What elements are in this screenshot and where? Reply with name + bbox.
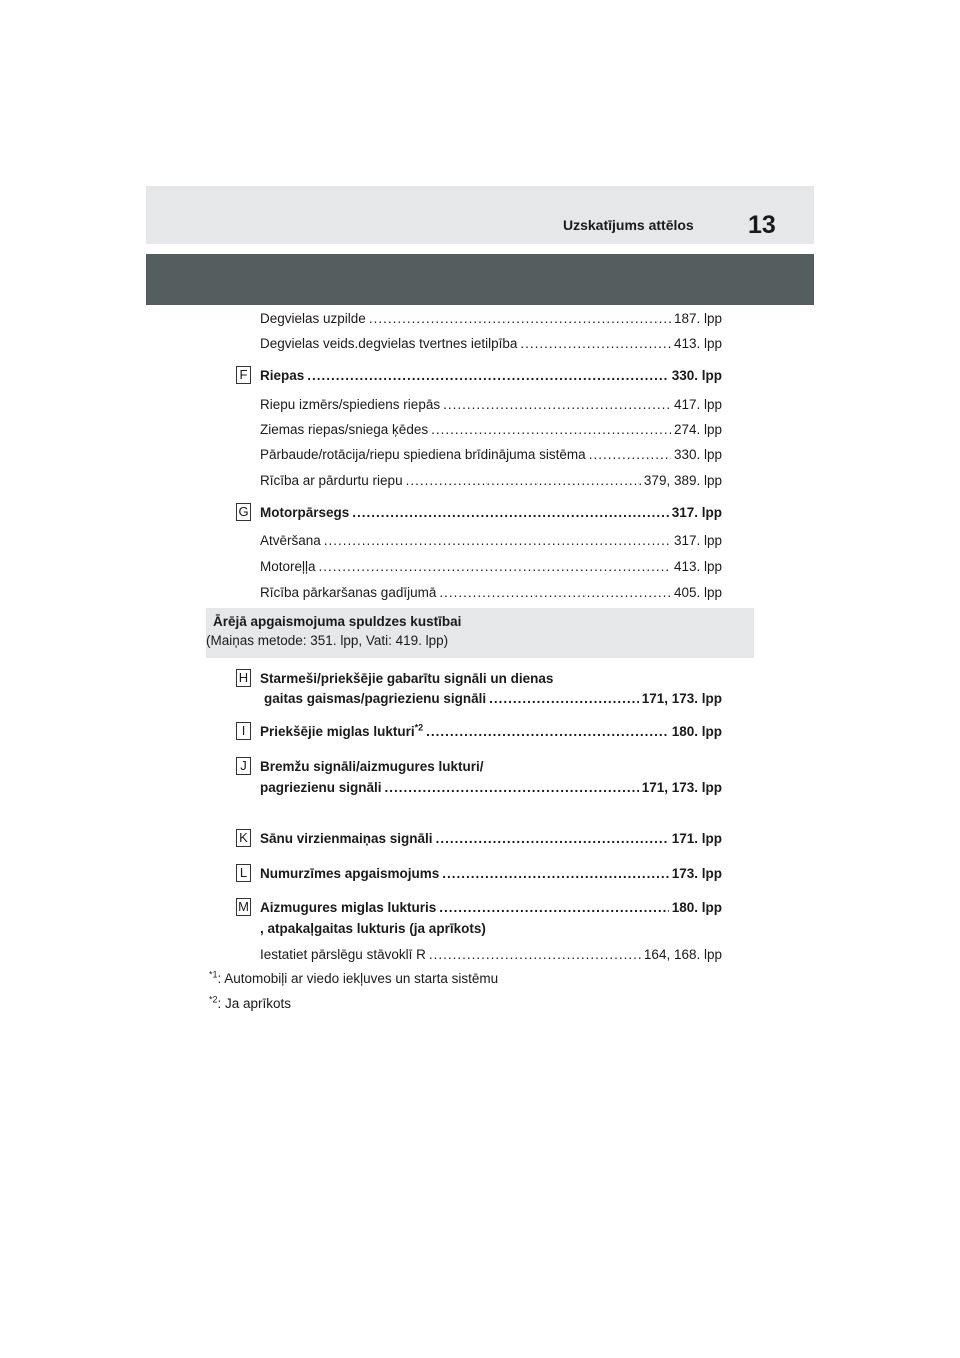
toc-heading-rear-fog — [260, 899, 722, 917]
entry-page: 171, 173. lpp — [641, 780, 722, 795]
footnote-text: : Automobiļi ar viedo iekļuves un starta sistēmu — [217, 971, 499, 986]
toc-entry — [260, 584, 722, 602]
toc-heading-brake-lights — [260, 779, 722, 797]
entry-label: Aizmugures miglas lukturis — [260, 900, 437, 915]
entry-label: Degvielas veids.degvielas tvertnes ietilpība — [260, 336, 518, 351]
leader-dots — [442, 865, 668, 883]
entry-page: 317. lpp — [673, 533, 722, 548]
entry-label: Sānu virzienmaiņas signāli — [260, 831, 433, 846]
leader-dots — [426, 723, 669, 741]
entry-page: 413. lpp — [673, 559, 722, 574]
leader-dots — [406, 472, 641, 490]
leader-dots — [520, 335, 671, 353]
toc-entry — [260, 421, 722, 439]
toc-entry — [260, 446, 722, 464]
entry-label: Rīcība pārkaršanas gadījumā — [260, 585, 437, 600]
entry-page: 187. lpp — [673, 311, 722, 326]
brake-lights-line1: Bremžu signāli/aizmugures lukturi/ — [260, 759, 484, 774]
leader-dots — [307, 367, 668, 385]
footnote-mark: *1 — [209, 969, 218, 980]
toc-entry — [260, 310, 722, 328]
entry-page: 171, 173. lpp — [641, 691, 722, 706]
entry-label: Pārbaude/rotācija/riepu spiediena brīdinājuma sistēma — [260, 447, 586, 462]
entry-label: Riepu izmērs/spiediens riepās — [260, 397, 441, 412]
toc-entry — [260, 335, 722, 353]
lights-info-title: Ārējā apgaismojuma spuldzes kustībai — [213, 614, 462, 629]
entry-page: 330. lpp — [673, 447, 722, 462]
section-badge-i: I — [236, 722, 251, 740]
toc-entry — [260, 946, 722, 964]
entry-label-text: Priekšējie miglas lukturi — [260, 724, 415, 739]
reverse-light-line: , atpakaļgaitas lukturis (ja aprīkots) — [260, 921, 486, 936]
entry-label: pagriezienu signāli — [260, 780, 382, 795]
leader-dots — [385, 779, 639, 797]
section-badge-h: H — [236, 669, 251, 687]
toc-heading-hood — [260, 504, 722, 522]
entry-page: 180. lpp — [671, 900, 722, 915]
entry-page: 173. lpp — [671, 866, 722, 881]
leader-dots — [436, 830, 669, 848]
section-badge-j: J — [236, 757, 251, 775]
toc-heading-headlights — [264, 690, 722, 708]
page-number: 13 — [748, 211, 776, 239]
footnote — [209, 995, 291, 1013]
footnote-mark: *2 — [414, 722, 424, 733]
footnote-text: : Ja aprīkots — [217, 996, 292, 1011]
entry-label: Ziemas riepas/sniega ķēdes — [260, 422, 429, 437]
leader-dots — [589, 446, 671, 464]
entry-page: 171. lpp — [671, 831, 722, 846]
toc-heading-side-signals — [260, 830, 722, 848]
entry-label: Iestatiet pārslēgu stāvoklī R — [260, 947, 426, 962]
leader-dots — [352, 504, 668, 522]
toc-entry — [260, 558, 722, 576]
entry-label: Riepas — [260, 368, 305, 383]
header-band-dark — [146, 254, 814, 305]
leader-dots — [431, 421, 671, 439]
lights-info-subtitle: (Maiņas metode: 351. lpp, Vati: 419. lpp) — [206, 633, 449, 648]
leader-dots — [319, 558, 671, 576]
section-badge-k: K — [236, 829, 251, 847]
entry-label: Motorpārsegs — [260, 505, 350, 520]
headlights-line1: Starmeši/priekšējie gabarītu signāli un dienas — [260, 671, 554, 686]
entry-label: gaitas gaismas/pagriezienu signāli — [264, 691, 487, 706]
footnote — [209, 970, 498, 988]
leader-dots — [324, 532, 671, 550]
leader-dots — [439, 899, 668, 917]
toc-entry — [260, 396, 722, 414]
section-badge-f: F — [236, 366, 251, 384]
entry-page: 417. lpp — [673, 397, 722, 412]
entry-label: Degvielas uzpilde — [260, 311, 366, 326]
entry-label: Rīcība ar pārdurtu riepu — [260, 473, 403, 488]
leader-dots — [369, 310, 671, 328]
entry-page: 164, 168. lpp — [643, 947, 722, 962]
entry-label: Numurzīmes apgaismojums — [260, 866, 440, 881]
entry-page: 330. lpp — [671, 368, 722, 383]
section-badge-m: M — [236, 898, 251, 916]
section-badge-g: G — [236, 503, 251, 521]
toc-entry — [260, 472, 722, 490]
header-band-light — [146, 186, 814, 244]
section-badge-l: L — [236, 864, 251, 882]
leader-dots — [443, 396, 671, 414]
entry-label — [260, 723, 423, 741]
entry-page: 405. lpp — [673, 585, 722, 600]
footnote-mark: *2 — [209, 994, 218, 1005]
section-title: Uzskatījums attēlos — [563, 217, 694, 233]
leader-dots — [439, 584, 671, 602]
entry-page: 379, 389. lpp — [643, 473, 722, 488]
entry-page: 274. lpp — [673, 422, 722, 437]
toc-heading-tires — [260, 367, 722, 385]
entry-label: Atvēršana — [260, 533, 321, 548]
toc-heading-fog-lights — [260, 723, 722, 741]
leader-dots — [429, 946, 641, 964]
toc-heading-plate-light — [260, 865, 722, 883]
toc-entry — [260, 532, 722, 550]
entry-page: 317. lpp — [671, 505, 722, 520]
entry-page: 413. lpp — [673, 336, 722, 351]
leader-dots — [489, 690, 639, 708]
entry-page: 180. lpp — [671, 724, 722, 739]
entry-label: Motoreļļa — [260, 559, 316, 574]
